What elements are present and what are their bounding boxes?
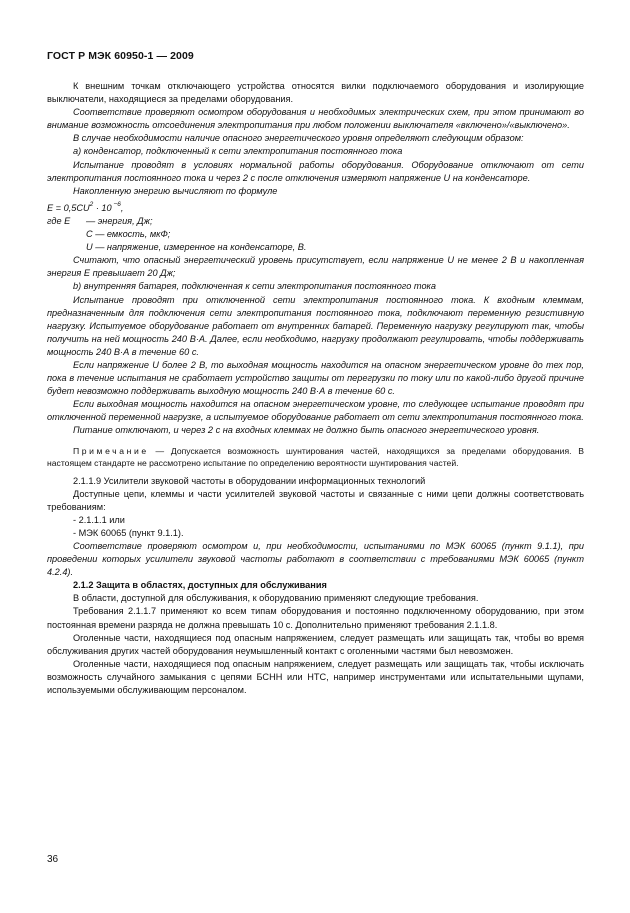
paragraph: Доступные цепи, клеммы и части усилителей звуковой частоты и связанные с ними цепи должны соответствовать требованиям: — [47, 488, 584, 512]
paragraph: Считают, что опасный энергетический уровень присутствует, если напряжение U не менее 2 В и накопленная энергия Е превышает 20 Дж; — [47, 255, 584, 279]
standard-header: ГОСТ Р МЭК 60950-1 — 2009 — [47, 50, 194, 62]
note-label: Примечание — [73, 445, 149, 456]
page-number: 36 — [47, 854, 59, 865]
formula-part: E = 0,5CU — [47, 202, 90, 213]
note — [47, 445, 584, 469]
item-b-heading: b) внутренняя батарея, подключенная к сети электропитания постоянного тока — [73, 281, 437, 292]
list-item: - МЭК 60065 (пункт 9.1.1). — [73, 527, 184, 538]
paragraph: Оголенные части, находящиеся под опасным напряжением, следует размещать или защищать так, чтобы исключать возможность случайного замыкания с цепями БСНН или НТС, например инструментами или испытательными щупами, используемыми обслуживающим персоналом. — [47, 658, 584, 696]
note-text: — Допускается возможность шунтирования частей, находящихся за пределами оборудования. В настоящем стандарте не рассмотрено испытание по определению вероятности шунтирования частей. — [47, 445, 584, 468]
paragraph: Накопленную энергию вычисляют по формуле — [73, 185, 278, 196]
formula-part: , — [120, 202, 124, 213]
paragraph: К внешним точкам отключающего устройства относятся вилки подключаемого оборудования и изолирующие выключатели, находящиеся за пределами оборудования. — [47, 81, 584, 105]
section-heading: 2.1.2 Защита в областях, доступных для обслуживания — [73, 580, 327, 591]
paragraph: Оголенные части, находящиеся под опасным напряжением, следует размещать или защищать так, чтобы во время обслуживания других частей оборудования неумышленный контакт с оголенными частями был невозможен. — [47, 632, 584, 656]
document-body — [47, 80, 584, 697]
paragraph-compliance: Соответствие проверяют осмотром и, при необходимости, испытаниями по МЭК 60065 (пункт 9.1.1), при проведении которых усилители звуковой частоты работают в соответствии с требованиями МЭК 60065 (пункт 4.2.4). — [47, 541, 584, 578]
where-u: U — напряжение, измеренное на конденсаторе, В. — [86, 242, 307, 253]
formula-part: · 10 — [93, 202, 112, 213]
paragraph: Если напряжение U более 2 В, то выходная мощность находится на опасном энергетическом уровне до тех пор, пока в течение испытания не сработает устройство защиты от перегрузки по току или по какой-либо другой причине будет невозможно поддерживать выходную мощность 240 В·А в течение 60 с. — [47, 359, 584, 397]
formula-exponent: −6 — [111, 200, 121, 208]
paragraph: Питание отключают, и через 2 с на входных клеммах не должно быть опасного энергетического уровня. — [73, 425, 540, 436]
energy-formula — [47, 198, 584, 215]
list-item: - 2.1.1.1 или — [73, 514, 125, 525]
paragraph-test: Испытание проводят при отключенной сети электропитания постоянного тока. К входным клеммам, предназначенным для подключения сети электропитания постоянного тока, подключают переменную резистивную нагрузку. Испытуемое оборудование работает от внутренних батарей. Переменную нагрузку регулируют так, чтобы получить на ней мощность 240 В·А. Далее, если необходимо, нагрузку продолжают регулировать, чтобы поддерживать мощность 240 В·А в течение 60 с. — [47, 294, 584, 357]
paragraph: Требования 2.1.1.7 применяют ко всем типам оборудования и постоянно подключенному оборудованию, при этом постоянная времени разряда не должна превышать 10 с. Дополнительно применяют требования 2.1.1.8. — [47, 606, 584, 630]
paragraph: В области, доступной для обслуживания, к оборудованию применяют следующие требования. — [73, 593, 479, 604]
formula-legend — [47, 215, 584, 254]
paragraph-compliance: Соответствие проверяют осмотром оборудования и необходимых электрических схем, при этом принимают во внимание возможность отсоединения электропитания при любом положении выключателя «включено»/«выключено». — [47, 107, 584, 131]
section-2-1-1-9: 2.1.1.9 Усилители звуковой частоты в оборудовании информационных технологий — [73, 475, 426, 486]
paragraph: Если выходная мощность находится на опасном энергетическом уровне, то следующее испытание проводят при отключенной переменной нагрузке, а испытуемое оборудование работает от сети электропитания постоянного тока. — [47, 399, 584, 423]
paragraph: В случае необходимости наличие опасного энергетического уровня определяют следующим образом: — [73, 133, 524, 144]
paragraph-test: Испытание проводят в условиях нормальной работы оборудования. Оборудование отключают от сети электропитания постоянного тока и через 2 с после отключения измеряют напряжение U на конденсаторе. — [47, 159, 584, 183]
where-e: — энергия, Дж; — [86, 215, 153, 226]
item-a-heading: а) конденсатор, подключенный к сети электропитания постоянного тока — [73, 146, 403, 157]
formula-exponent: 2 — [89, 200, 94, 208]
where-c: С — емкость, мкФ; — [86, 229, 171, 240]
where-label: где E — [47, 215, 71, 226]
